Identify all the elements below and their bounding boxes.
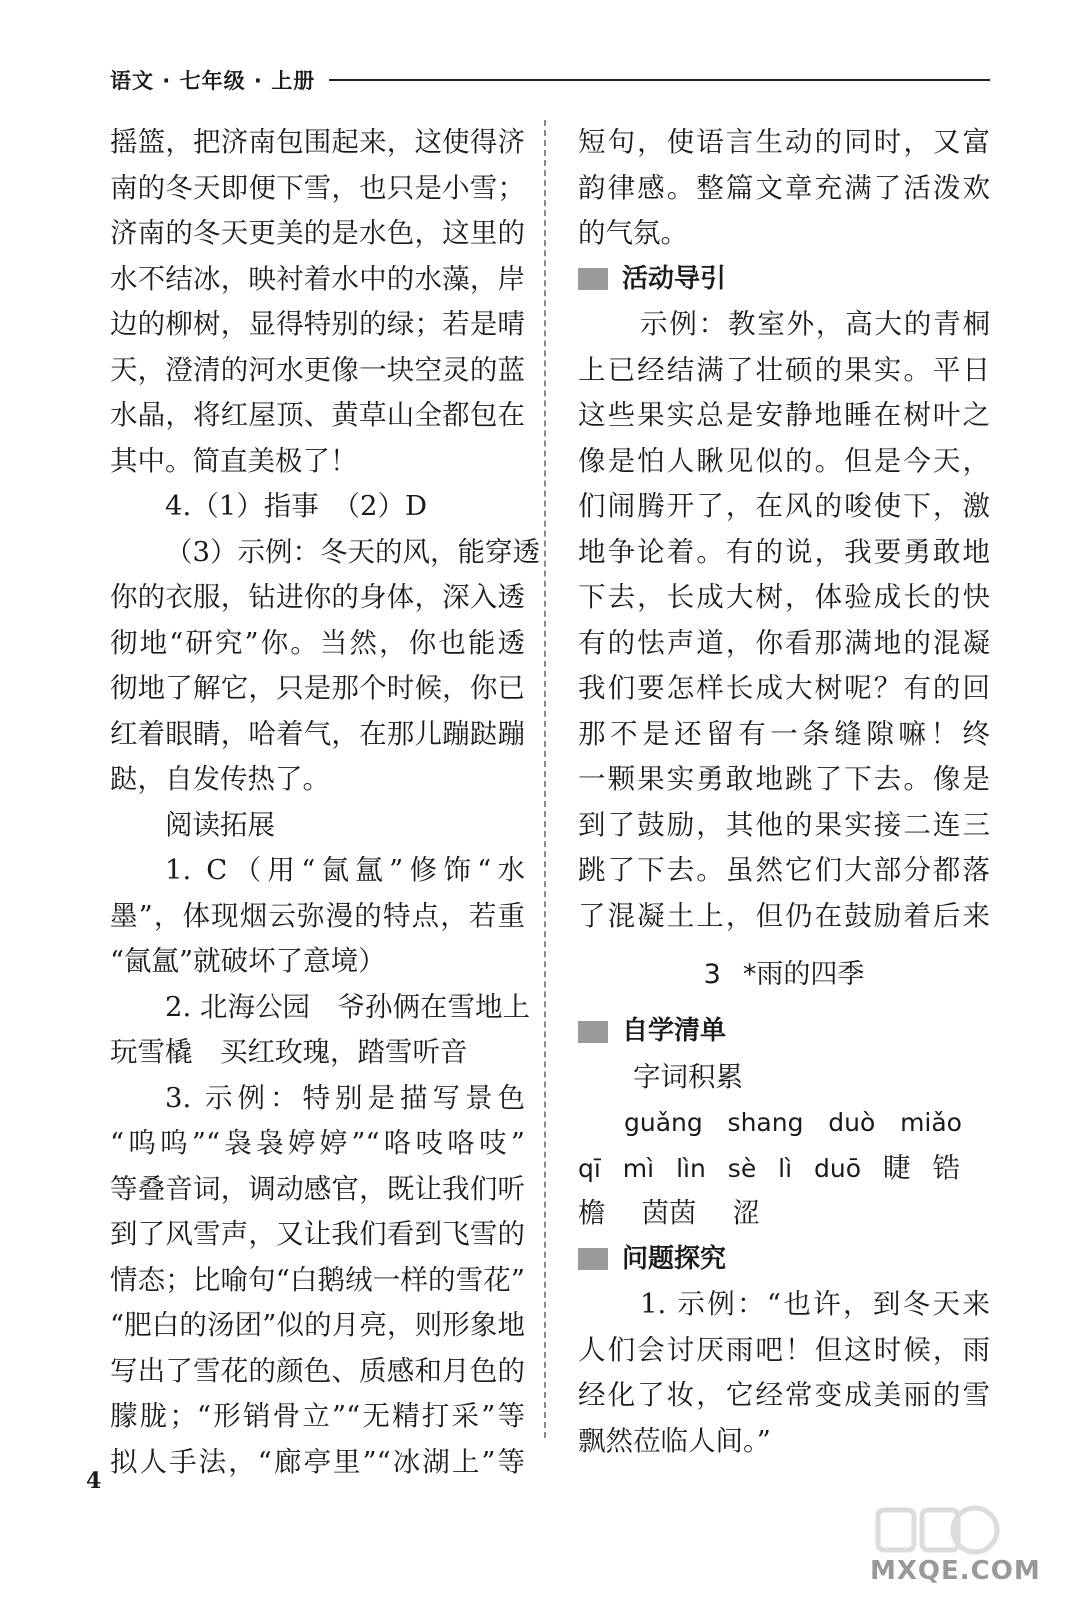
- text-line: 飘然莅临人间。”: [578, 1424, 771, 1457]
- pinyin-item: miǎo: [900, 1108, 962, 1137]
- lesson-number: 3: [703, 959, 721, 990]
- pinyin-item: duò: [828, 1108, 876, 1137]
- text-line: 上已经结满了壮硕的果实。平日: [578, 353, 990, 386]
- pinyin-item: shang: [727, 1108, 804, 1137]
- char-item: 涩: [732, 1197, 760, 1229]
- header-title: 语文 · 七年级 · 上册: [110, 69, 316, 93]
- right-top-text: [578, 120, 990, 257]
- text-line: 跳了下去。虽然它们大部分都落: [578, 854, 990, 886]
- pinyin-item: lìn: [676, 1153, 706, 1183]
- text-line: 像是怕人瞅见似的。但是今天，: [578, 444, 990, 477]
- text-line: 短句，使语言生动的同时，又富: [578, 126, 990, 158]
- inquiry-text: [578, 1282, 990, 1464]
- text-line: 示例：教室外，高大的青桐: [640, 308, 990, 340]
- section-inquiry-heading: [578, 1237, 990, 1283]
- pinyin-item: qī: [578, 1153, 601, 1183]
- text-line: 一颗果实勇敢地跳了下去。像是: [578, 763, 990, 795]
- text-line: 4.（1）指事 （2）D: [165, 490, 428, 522]
- watermark-text: MXQE.COM: [870, 1556, 1041, 1586]
- text-line: 下去，长成大树，体验成长的快: [578, 581, 990, 613]
- char-item: 锆: [932, 1151, 960, 1184]
- text-line: （3）示例：冬天的风，能穿透: [165, 535, 540, 568]
- text-line: 水不结冰，映衬着水中的水藻，岸: [110, 262, 525, 295]
- text-line: 彻地“研究”你。当然，你也能透: [110, 626, 525, 659]
- section-marker-icon: [578, 1248, 608, 1270]
- char-item: 睫: [883, 1151, 911, 1184]
- text-line: 跶，自发传热了。: [110, 763, 330, 795]
- right-column: [578, 120, 990, 1464]
- pinyin-item: lì: [778, 1153, 793, 1183]
- text-line: 拟人手法，“廊亭里”“冰湖上”等: [110, 1445, 525, 1478]
- pinyin-row-1: [578, 1100, 962, 1146]
- char-item: 檐: [578, 1197, 606, 1229]
- section-marker-icon: [578, 268, 608, 290]
- text-line: “肥白的汤团”似的月亮，则形象地: [110, 1309, 525, 1341]
- section-marker-icon: [578, 1021, 608, 1043]
- char-row-3: [578, 1191, 990, 1237]
- section-activity-label: 活动导引: [622, 263, 727, 294]
- text-line: 人们会讨厌雨吧！但这时候，雨: [578, 1333, 990, 1366]
- text-line: 彻地了解它，只是那个时候，你已: [110, 672, 525, 704]
- text-line: 了混凝土上，但仍在鼓励着后来: [578, 899, 990, 932]
- section-activity-heading: [578, 257, 990, 303]
- text-line: 到了风雪声，又让我们看到飞雪的: [110, 1218, 525, 1250]
- text-line: 2. 北海公园 爷孙俩在雪地上: [165, 990, 530, 1023]
- pinyin-row-2: [578, 1146, 960, 1192]
- text-line: 韵律感。整篇文章充满了活泼欢: [578, 171, 990, 204]
- left-column: [110, 120, 540, 1485]
- text-line: 地争论着。有的说，我要勇敢地: [578, 535, 990, 568]
- text-line: 们闹腾开了，在风的唆使下，激: [578, 490, 990, 522]
- text-line: 写出了雪花的颜色、质感和月色的: [110, 1354, 525, 1387]
- text-line: 到了鼓励，其他的果实接二连三: [578, 808, 990, 841]
- activity-text: [578, 302, 990, 939]
- pinyin-item: guǎng: [624, 1108, 703, 1137]
- vocab-heading: 字词积累: [633, 1060, 743, 1093]
- text-line: 水晶，将红屋顶、黄草山全都包在: [110, 399, 525, 431]
- text-line: 经化了妆，它经常变成美丽的雪: [578, 1379, 990, 1411]
- text-line: 朦胧；“形销骨立”“无精打采”等: [110, 1400, 525, 1432]
- text-line: 天，澄清的河水更像一块空灵的蓝: [110, 353, 525, 386]
- section-inquiry-label: 问题探究: [622, 1243, 727, 1274]
- lesson-title: [578, 939, 990, 1009]
- page-header: [110, 62, 990, 98]
- text-line: 南的冬天即便下雪，也只是小雪；: [110, 171, 525, 204]
- text-line: 边的柳树，显得特别的绿；若是晴: [110, 308, 525, 340]
- text-line: 等叠音词，调动感官，既让我们听: [110, 1172, 525, 1205]
- text-line: 情态；比喻句“白鹅绒一样的雪花”: [110, 1263, 525, 1296]
- text-line: 3. 示例：特别是描写景色: [165, 1081, 525, 1114]
- text-line: 玩雪橇 买红玫瑰，踏雪听音: [110, 1036, 468, 1068]
- text-line: 我们要怎样长成大树呢？有的回: [578, 672, 990, 704]
- lesson-name: *雨的四季: [742, 959, 865, 990]
- text-line: 1. 示例：“也许，到冬天来: [640, 1288, 990, 1320]
- text-line: 阅读拓展: [165, 808, 275, 841]
- text-line: 摇篮，把济南包围起来，这使得济: [110, 126, 525, 158]
- text-line: 1. C（用“氤氲”修饰“水: [165, 854, 525, 886]
- page-number: 4: [86, 1468, 102, 1494]
- text-line: 有的怯声道，你看那满地的混凝: [578, 626, 990, 659]
- header-rule: [329, 79, 990, 81]
- char-item: 茵茵: [641, 1197, 697, 1229]
- pinyin-item: mì: [622, 1153, 655, 1183]
- column-divider: [544, 120, 546, 1438]
- text-line: 其中。简直美极了！: [110, 444, 358, 477]
- text-line: 墨”，体现烟云弥漫的特点，若重: [110, 899, 525, 932]
- text-line: 的气氛。: [578, 217, 688, 249]
- text-line: 这些果实总是安静地睡在树叶之: [578, 399, 990, 431]
- pinyin-item: sè: [727, 1153, 757, 1183]
- section-selfstudy-heading: [578, 1009, 990, 1055]
- pinyin-item: duō: [814, 1153, 862, 1183]
- text-line: 你的衣服，钻进你的身体，深入透: [110, 581, 525, 613]
- text-line: 济南的冬天更美的是水色，这里的: [110, 217, 525, 249]
- text-line: “氤氲”就破坏了意境）: [110, 945, 386, 977]
- text-line: “呜呜”“袅袅婷婷”“咯吱咯吱”: [110, 1127, 525, 1159]
- section-selfstudy-label: 自学清单: [622, 1016, 727, 1046]
- text-line: 那不是还留有一条缝隙嘛！终: [578, 717, 990, 750]
- text-line: 红着眼睛，哈着气，在那儿蹦跶蹦: [110, 717, 525, 750]
